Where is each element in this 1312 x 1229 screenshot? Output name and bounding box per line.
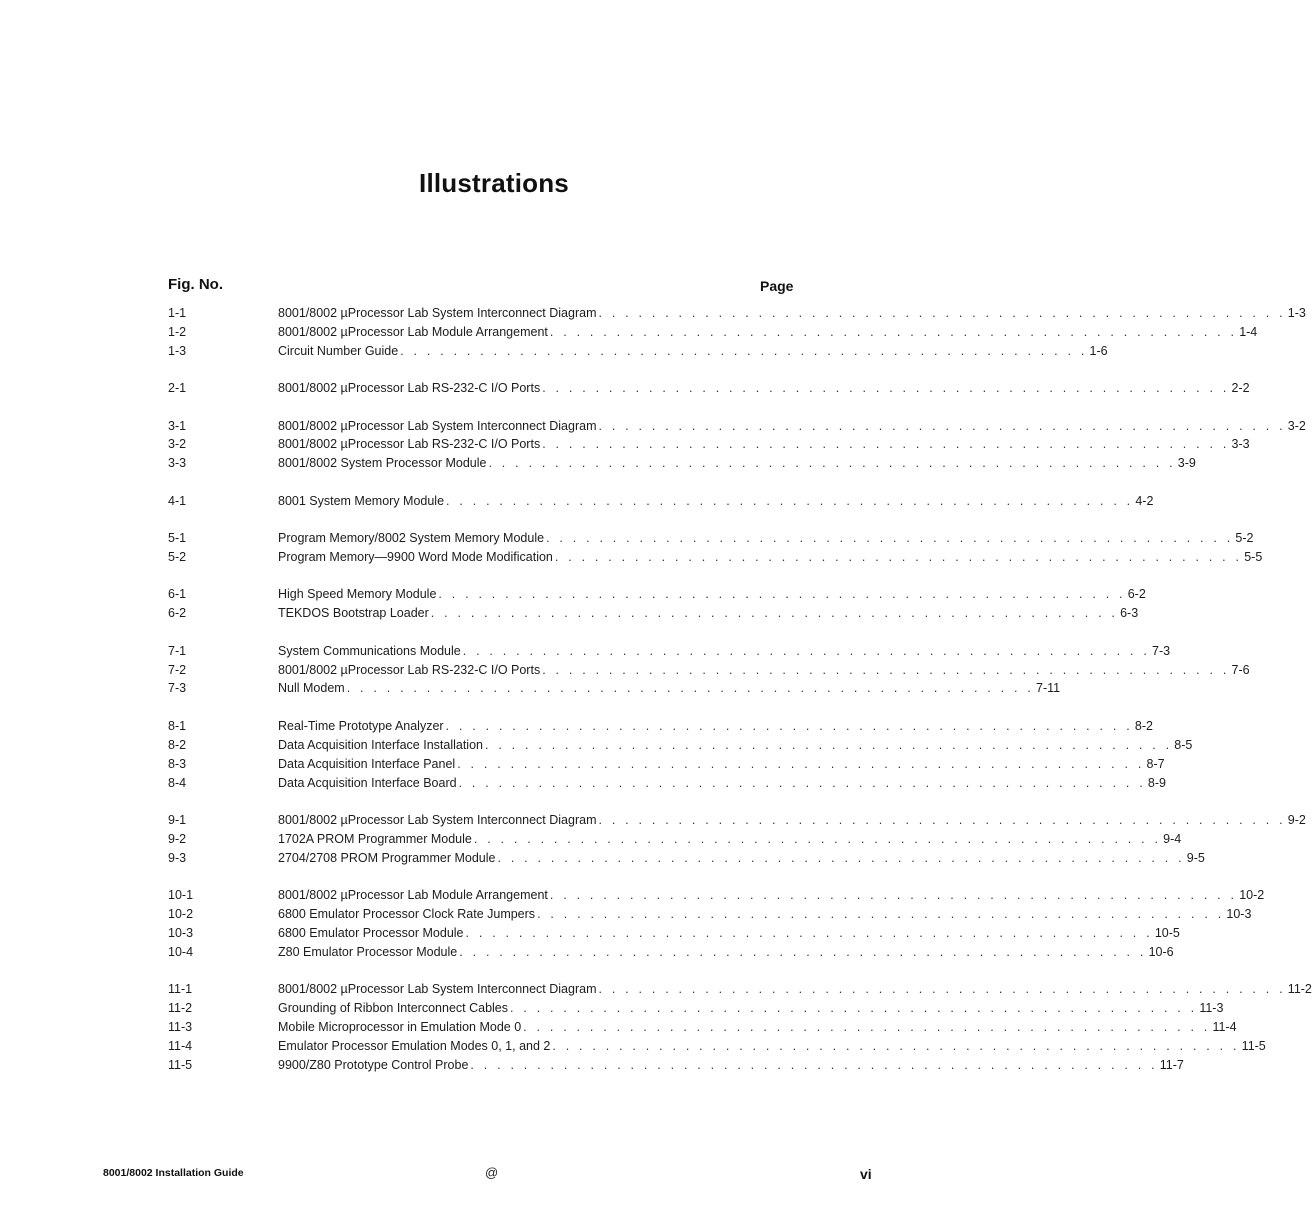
dot-leader: . . . . . . . . . . . . . . . . . . . . . . . . . . . . . . . . . . . . . . . . . . . . . . . . . . . .	[598, 812, 1286, 827]
page-column-header: Page	[760, 278, 794, 294]
page-reference: 5-2	[1235, 531, 1254, 546]
figure-title: TEKDOS Bootstrap Loader	[278, 606, 429, 621]
figure-title: 8001/8002 µProcessor Lab RS-232-C I/O Ports	[278, 437, 541, 452]
figure-group	[0, 492, 1154, 511]
figure-number: 10-2	[168, 906, 194, 921]
figure-entry	[278, 661, 1250, 680]
figure-number: 11-1	[168, 982, 193, 997]
figure-entry	[278, 886, 1265, 905]
list-item	[0, 304, 1306, 323]
figure-number: 7-2	[168, 662, 187, 677]
figure-group	[0, 304, 1306, 361]
figure-entry	[278, 717, 1153, 736]
page-reference: 7-3	[1152, 643, 1171, 658]
page-reference: 8-5	[1174, 737, 1193, 752]
page-reference: 2-2	[1231, 381, 1250, 396]
figure-title: 8001/8002 µProcessor Lab System Interconnect Diagram	[278, 982, 597, 997]
figure-number: 3-3	[168, 456, 187, 471]
figure-entry	[278, 454, 1196, 473]
figure-group	[0, 642, 1250, 699]
figure-entry	[278, 924, 1180, 943]
figure-title: 1702A PROM Programmer Module	[278, 831, 472, 846]
figure-group	[0, 717, 1193, 793]
figure-number: 8-4	[168, 775, 187, 790]
list-item	[0, 529, 1254, 548]
dot-leader: . . . . . . . . . . . . . . . . . . . . . . . . . . . . . . . . . . . . . . . . . . . . . . . . . . . .	[438, 587, 1126, 602]
figure-number: 9-1	[168, 812, 187, 827]
dot-leader: . . . . . . . . . . . . . . . . . . . . . . . . . . . . . . . . . . . . . . . . . . . . . . . . . . . .	[549, 324, 1238, 339]
figure-number: 8-3	[168, 756, 187, 771]
figure-title: 9900/Z80 Prototype Control Probe	[278, 1057, 469, 1072]
figure-entry	[278, 1056, 1184, 1075]
figure-group	[0, 379, 1250, 398]
figure-number: 5-2	[168, 550, 187, 565]
list-item	[0, 1037, 1266, 1056]
figure-entry	[278, 679, 1061, 698]
dot-leader: . . . . . . . . . . . . . . . . . . . . . . . . . . . . . . . . . . . . . . . . . . . . . . . . . . . .	[462, 643, 1151, 658]
page-reference: 8-7	[1146, 756, 1165, 771]
figure-group	[0, 980, 1312, 1074]
dot-leader: . . . . . . . . . . . . . . . . . . . . . . . . . . . . . . . . . . . . . . . . . . . . . . . . . . . .	[445, 718, 1133, 733]
page-reference: 4-2	[1135, 493, 1154, 508]
figure-number: 9-2	[168, 831, 187, 846]
figure-entry	[278, 435, 1250, 454]
figure-number: 6-1	[168, 587, 187, 602]
illustrations-list	[0, 304, 1312, 1093]
page-reference: 9-2	[1287, 812, 1306, 827]
list-item	[0, 323, 1258, 342]
list-item	[0, 717, 1153, 736]
dot-leader: . . . . . . . . . . . . . . . . . . . . . . . . . . . . . . . . . . . . . . . . . . . . . . . . . . . .	[465, 925, 1153, 940]
dot-leader: . . . . . . . . . . . . . . . . . . . . . . . . . . . . . . . . . . . . . . . . . . . . . . . . . . . .	[484, 737, 1173, 752]
dot-leader: . . . . . . . . . . . . . . . . . . . . . . . . . . . . . . . . . . . . . . . . . . . . . . . . . . . .	[458, 775, 1146, 790]
list-item	[0, 435, 1250, 454]
dot-leader: . . . . . . . . . . . . . . . . . . . . . . . . . . . . . . . . . . . . . . . . . . . . . . . . . . . .	[346, 681, 1034, 696]
figure-entry	[278, 492, 1154, 511]
list-item	[0, 905, 1252, 924]
figure-entry	[278, 342, 1108, 361]
figure-number: 11-4	[168, 1038, 193, 1053]
list-item	[0, 736, 1193, 755]
figure-group	[0, 811, 1306, 868]
figure-entry	[278, 980, 1312, 999]
dot-leader: . . . . . . . . . . . . . . . . . . . . . . . . . . . . . . . . . . . . . . . . . . . . . . . . . . . .	[470, 1057, 1158, 1072]
figure-number: 7-1	[168, 643, 187, 658]
dot-leader: . . . . . . . . . . . . . . . . . . . . . . . . . . . . . . . . . . . . . . . . . . . . . . . . . . . .	[542, 662, 1230, 677]
figure-title: System Communications Module	[278, 643, 461, 658]
figure-title: Data Acquisition Interface Panel	[278, 756, 456, 771]
dot-leader: . . . . . . . . . . . . . . . . . . . . . . . . . . . . . . . . . . . . . . . . . . . . . . . . . . . .	[488, 456, 1176, 471]
page-reference: 11-2	[1287, 982, 1312, 997]
list-item	[0, 1056, 1184, 1075]
figure-number: 8-1	[168, 718, 187, 733]
figure-title: 8001/8002 µProcessor Lab RS-232-C I/O Ports	[278, 662, 541, 677]
figure-entry	[278, 604, 1139, 623]
figure-title: 8001/8002 System Processor Module	[278, 456, 487, 471]
figure-number: 4-1	[168, 493, 187, 508]
figure-number: 3-2	[168, 437, 187, 452]
figure-number: 9-3	[168, 850, 187, 865]
dot-leader: . . . . . . . . . . . . . . . . . . . . . . . . . . . . . . . . . . . . . . . . . . . . . . . . . . . .	[430, 606, 1119, 621]
page-reference: 3-3	[1231, 437, 1250, 452]
list-item	[0, 924, 1180, 943]
figure-entry	[278, 943, 1174, 962]
dot-leader: . . . . . . . . . . . . . . . . . . . . . . . . . . . . . . . . . . . . . . . . . . . . . . . . . . . .	[598, 306, 1286, 320]
dot-leader: . . . . . . . . . . . . . . . . . . . . . . . . . . . . . . . . . . . . . . . . . . . . . . . . . . . .	[510, 1001, 1198, 1016]
dot-leader: . . . . . . . . . . . . . . . . . . . . . . . . . . . . . . . . . . . . . . . . . . . . . . . . . . . .	[457, 756, 1145, 771]
list-item	[0, 755, 1165, 774]
footer-document-title: 8001/8002 Installation Guide	[103, 1167, 244, 1179]
figure-number: 11-5	[168, 1057, 193, 1072]
figure-number: 11-3	[168, 1019, 193, 1034]
figure-title: Grounding of Ribbon Interconnect Cables	[278, 1001, 509, 1016]
list-item	[0, 585, 1146, 604]
page-reference: 11-7	[1159, 1057, 1184, 1072]
figure-number: 10-3	[168, 925, 194, 940]
list-item	[0, 811, 1306, 830]
list-item	[0, 774, 1166, 793]
page-reference: 5-5	[1244, 550, 1263, 565]
page-reference: 7-11	[1036, 681, 1061, 696]
figure-entry	[278, 755, 1165, 774]
figure-entry	[278, 323, 1258, 342]
figure-entry	[278, 642, 1171, 661]
figure-group	[0, 529, 1263, 567]
figure-title: Data Acquisition Interface Installation	[278, 737, 483, 752]
figure-title: Mobile Microprocessor in Emulation Mode 0	[278, 1019, 522, 1034]
list-item	[0, 849, 1205, 868]
figure-title: 2704/2708 PROM Programmer Module	[278, 850, 496, 865]
footer-page-number: vi	[860, 1166, 872, 1182]
page-reference: 6-2	[1127, 587, 1146, 602]
dot-leader: . . . . . . . . . . . . . . . . . . . . . . . . . . . . . . . . . . . . . . . . . . . . . . . . . . . .	[598, 982, 1286, 997]
figure-title: Program Memory/8002 System Memory Module	[278, 531, 545, 546]
figure-entry	[278, 905, 1252, 924]
figure-entry	[278, 1018, 1237, 1037]
figure-title: 8001/8002 µProcessor Lab RS-232-C I/O Ports	[278, 381, 541, 396]
list-item	[0, 342, 1108, 361]
page-reference: 10-3	[1226, 906, 1252, 921]
figure-group	[0, 585, 1146, 623]
dot-leader: . . . . . . . . . . . . . . . . . . . . . . . . . . . . . . . . . . . . . . . . . . . . . . . . . . . .	[542, 437, 1230, 452]
dot-leader: . . . . . . . . . . . . . . . . . . . . . . . . . . . . . . . . . . . . . . . . . . . . . . . . . . . .	[552, 1038, 1240, 1053]
list-item	[0, 661, 1250, 680]
page-reference: 1-3	[1287, 306, 1306, 320]
figure-entry	[278, 548, 1263, 567]
list-item	[0, 1018, 1237, 1037]
page-reference: 1-4	[1239, 324, 1258, 339]
figure-number: 10-1	[168, 888, 194, 903]
figure-entry	[278, 304, 1306, 323]
list-item	[0, 943, 1174, 962]
dot-leader: . . . . . . . . . . . . . . . . . . . . . . . . . . . . . . . . . . . . . . . . . . . . . . . . . . . .	[473, 831, 1162, 846]
figure-title: Program Memory—9900 Word Mode Modification	[278, 550, 553, 565]
page-reference: 10-6	[1148, 944, 1174, 959]
dot-leader: . . . . . . . . . . . . . . . . . . . . . . . . . . . . . . . . . . . . . . . . . . . . . . . . . . . .	[523, 1019, 1211, 1034]
figure-entry	[278, 830, 1182, 849]
page-reference: 7-6	[1231, 662, 1250, 677]
figure-title: 8001/8002 µProcessor Lab System Interconnect Diagram	[278, 812, 597, 827]
dot-leader: . . . . . . . . . . . . . . . . . . . . . . . . . . . . . . . . . . . . . . . . . . . . . . . . . . . .	[400, 343, 1088, 358]
page-reference: 11-5	[1241, 1038, 1266, 1053]
figure-group	[0, 417, 1306, 474]
figure-entry	[278, 585, 1146, 604]
dot-leader: . . . . . . . . . . . . . . . . . . . . . . . . . . . . . . . . . . . . . . . . . . . . . . . . . . . .	[446, 493, 1134, 508]
figure-title: 6800 Emulator Processor Clock Rate Jumpers	[278, 906, 536, 921]
figure-title: 8001/8002 µProcessor Lab System Interconnect Diagram	[278, 418, 597, 433]
figure-number: 2-1	[168, 381, 187, 396]
dot-leader: . . . . . . . . . . . . . . . . . . . . . . . . . . . . . . . . . . . . . . . . . . . . . . . . . . . .	[537, 906, 1225, 921]
page-reference: 6-3	[1120, 606, 1139, 621]
figure-entry	[278, 999, 1224, 1018]
list-item	[0, 417, 1306, 436]
list-item	[0, 679, 1061, 698]
page-reference: 8-9	[1147, 775, 1166, 790]
figure-entry	[278, 849, 1205, 868]
fig-no-column-header: Fig. No.	[168, 276, 223, 293]
page-reference: 8-2	[1134, 718, 1153, 733]
figure-number: 5-1	[168, 531, 187, 546]
list-item	[0, 379, 1250, 398]
page-reference: 3-2	[1287, 418, 1306, 433]
figure-number: 1-3	[168, 343, 187, 358]
figure-entry	[278, 774, 1166, 793]
list-item	[0, 492, 1154, 511]
figure-title: Emulator Processor Emulation Modes 0, 1, and 2	[278, 1038, 551, 1053]
figure-number: 3-1	[168, 418, 187, 433]
figure-number: 10-4	[168, 944, 194, 959]
list-item	[0, 886, 1265, 905]
list-item	[0, 604, 1139, 623]
footer-logo-mark: @	[485, 1165, 499, 1180]
figure-entry	[278, 811, 1306, 830]
figure-title: 8001/8002 µProcessor Lab Module Arrangement	[278, 888, 548, 903]
figure-entry	[278, 736, 1193, 755]
figure-title: 8001 System Memory Module	[278, 493, 445, 508]
page-reference: 10-5	[1154, 925, 1180, 940]
list-item	[0, 642, 1171, 661]
figure-number: 1-1	[168, 306, 187, 320]
page-reference: 11-3	[1199, 1001, 1224, 1016]
figure-title: Circuit Number Guide	[278, 343, 399, 358]
figure-entry	[278, 1037, 1266, 1056]
figure-title: 8001/8002 µProcessor Lab Module Arrangement	[278, 324, 548, 339]
page-reference: 11-4	[1212, 1019, 1237, 1034]
list-item	[0, 999, 1224, 1018]
list-item	[0, 830, 1182, 849]
figure-number: 1-2	[168, 324, 187, 339]
page-reference: 3-9	[1177, 456, 1196, 471]
dot-leader: . . . . . . . . . . . . . . . . . . . . . . . . . . . . . . . . . . . . . . . . . . . . . . . . . . . .	[598, 418, 1286, 433]
list-item	[0, 454, 1196, 473]
figure-group	[0, 886, 1265, 962]
page-reference: 9-5	[1186, 850, 1205, 865]
figure-title: Real-Time Prototype Analyzer	[278, 718, 444, 733]
figure-number: 8-2	[168, 737, 187, 752]
dot-leader: . . . . . . . . . . . . . . . . . . . . . . . . . . . . . . . . . . . . . . . . . . . . . . . . . . . .	[459, 944, 1147, 959]
figure-title: Null Modem	[278, 681, 345, 696]
page-title: Illustrations	[419, 168, 569, 198]
figure-title: High Speed Memory Module	[278, 587, 437, 602]
figure-number: 6-2	[168, 606, 187, 621]
figure-number: 11-2	[168, 1001, 193, 1016]
figure-title: Data Acquisition Interface Board	[278, 775, 457, 790]
page-reference: 1-6	[1089, 343, 1108, 358]
figure-entry	[278, 529, 1254, 548]
list-item	[0, 548, 1263, 567]
figure-entry	[278, 379, 1250, 398]
dot-leader: . . . . . . . . . . . . . . . . . . . . . . . . . . . . . . . . . . . . . . . . . . . . . . . . . . . .	[554, 550, 1243, 565]
list-item	[0, 980, 1312, 999]
figure-entry	[278, 417, 1306, 436]
figure-title: Z80 Emulator Processor Module	[278, 944, 458, 959]
dot-leader: . . . . . . . . . . . . . . . . . . . . . . . . . . . . . . . . . . . . . . . . . . . . . . . . . . . .	[542, 381, 1230, 396]
figure-title: 6800 Emulator Processor Module	[278, 925, 464, 940]
dot-leader: . . . . . . . . . . . . . . . . . . . . . . . . . . . . . . . . . . . . . . . . . . . . . . . . . . . .	[549, 888, 1238, 903]
page-reference: 10-2	[1239, 888, 1265, 903]
figure-title: 8001/8002 µProcessor Lab System Interconnect Diagram	[278, 306, 597, 320]
dot-leader: . . . . . . . . . . . . . . . . . . . . . . . . . . . . . . . . . . . . . . . . . . . . . . . . . . . .	[497, 850, 1185, 865]
figure-number: 7-3	[168, 681, 187, 696]
page-reference: 9-4	[1163, 831, 1182, 846]
dot-leader: . . . . . . . . . . . . . . . . . . . . . . . . . . . . . . . . . . . . . . . . . . . . . . . . . . . .	[546, 531, 1234, 546]
